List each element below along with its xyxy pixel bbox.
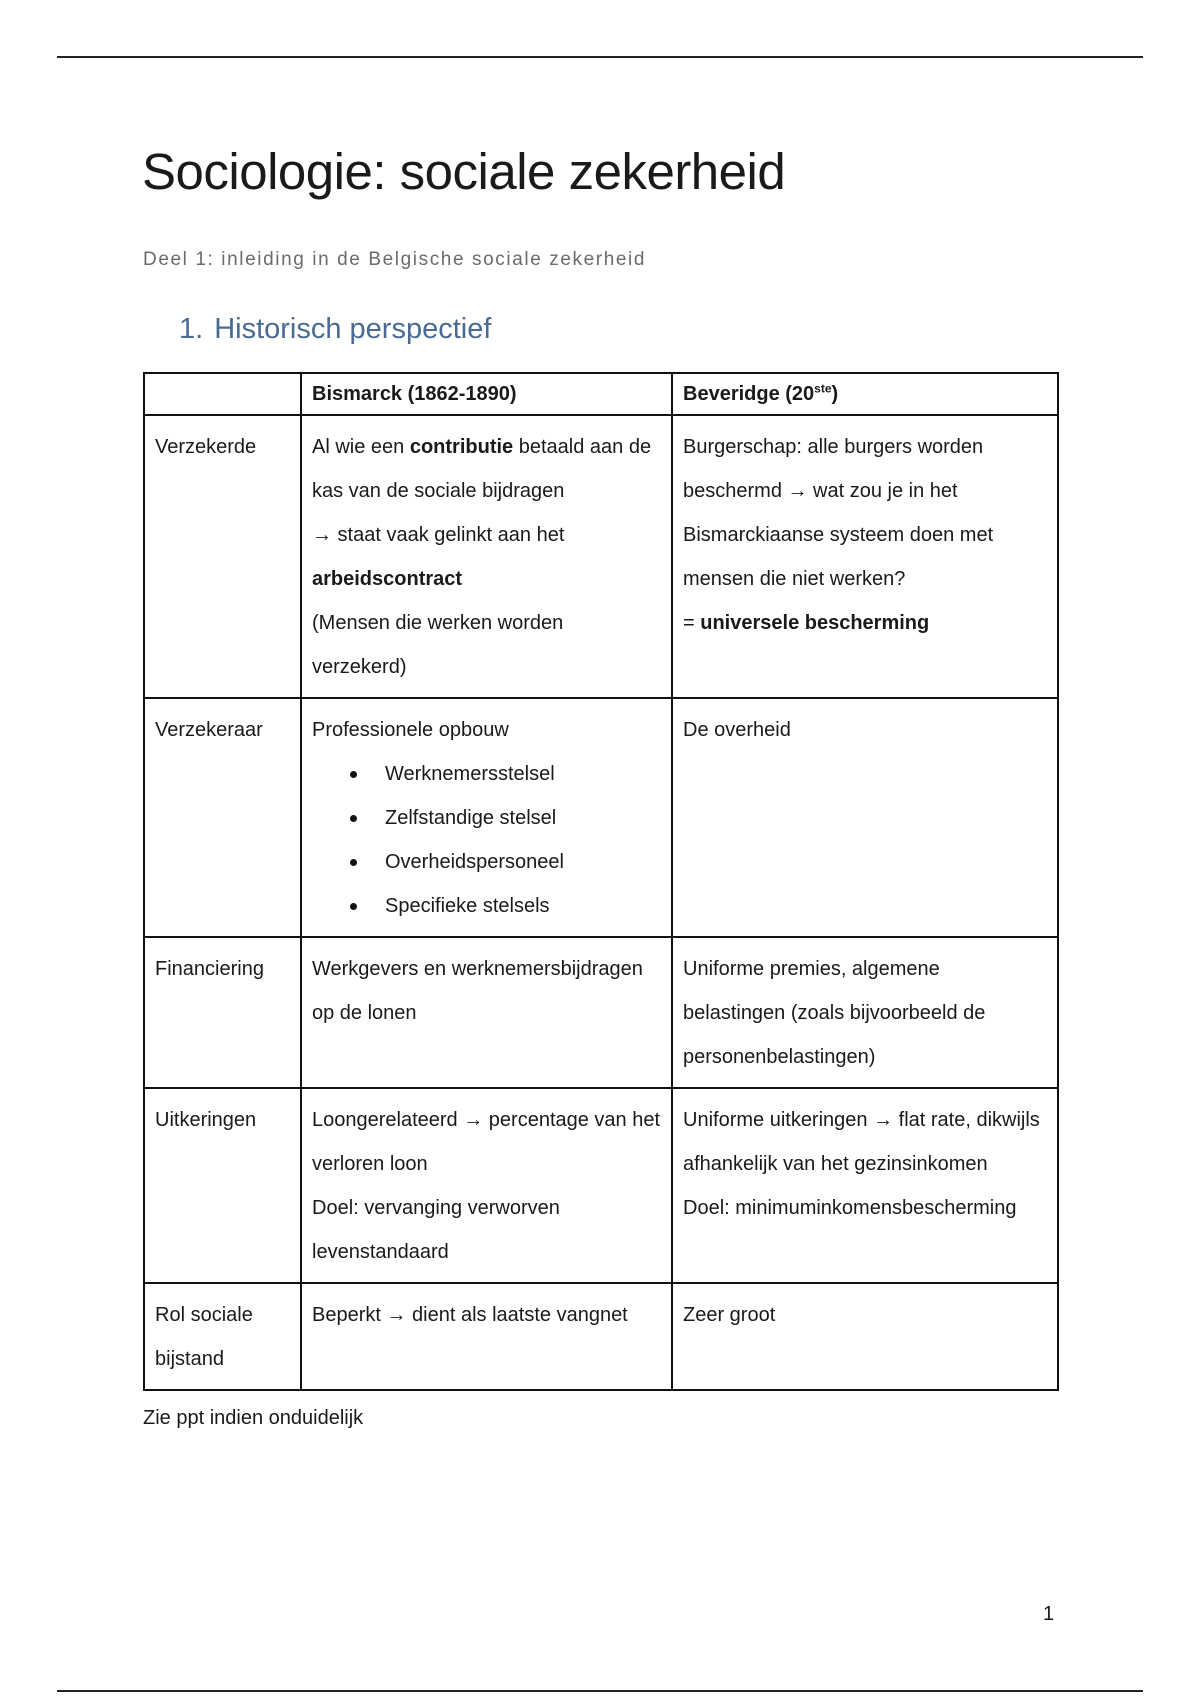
cell-bismarck-uitkeringen (301, 1088, 672, 1283)
row-label-verzekerde: Verzekerde (144, 415, 301, 698)
cell-bismarck-verzekerde (301, 415, 672, 698)
header-beveridge (672, 373, 1058, 415)
list-item: Werknemersstelsel (385, 752, 661, 796)
cell-bismarck-financiering: Werkgevers en werknemersbijdragen op de lonen (301, 937, 672, 1088)
cell-paragraph: Burgerschap: alle burgers worden beschermd → wat zou je in het Bismarckiaanse systeem doen met mensen die niet werken? (683, 436, 994, 590)
list-item: Zelfstandige stelsel (385, 796, 661, 840)
cell-beveridge-bijstand: Zeer groot (672, 1283, 1058, 1390)
header-rule (57, 56, 1143, 58)
comparison-table (143, 372, 1059, 1391)
bold-term-arbeidscontract: arbeidscontract (312, 568, 463, 590)
cell-paragraph: Loongerelateerd → percentage van het verloren loon (312, 1109, 661, 1175)
cell-paragraph: Doel: minimuminkomensbescherming (683, 1197, 1017, 1219)
row-label-bijstand: Rol sociale bijstand (144, 1283, 301, 1390)
cell-paragraph: Doel: vervanging verworven levenstandaard (312, 1197, 560, 1263)
section-number: 1. (179, 313, 204, 345)
table-row (144, 698, 1058, 937)
cell-beveridge-financiering: Uniforme premies, algemene belastingen (zoals bijvoorbeeld de personenbelastingen) (672, 937, 1058, 1088)
cell-beveridge-verzekerde (672, 415, 1058, 698)
text-run: betaald aan de kas van de sociale bijdragen (312, 436, 652, 502)
row-label-uitkeringen: Uitkeringen (144, 1088, 301, 1283)
cell-paragraph: (Mensen die werken worden verzekerd) (312, 612, 564, 678)
document-title: Sociologie: sociale zekerheid (142, 143, 786, 200)
row-label-verzekeraar: Verzekeraar (144, 698, 301, 937)
cell-paragraph (312, 425, 661, 513)
cell-paragraph (312, 513, 661, 601)
footnote-text: Zie ppt indien onduidelijk (143, 1407, 364, 1429)
footer-rule (57, 1690, 1143, 1692)
cell-paragraph (683, 601, 1047, 645)
section-title: Historisch perspectief (214, 313, 492, 345)
header-empty-cell (144, 373, 301, 415)
text-run: → staat vaak gelinkt aan het (312, 524, 565, 546)
text-run: = (683, 612, 701, 634)
row-label-financiering: Financiering (144, 937, 301, 1088)
section-heading (179, 313, 491, 346)
list-item: Overheidspersoneel (385, 840, 661, 884)
table-row (144, 1088, 1058, 1283)
cell-paragraph: Professionele opbouw (312, 719, 509, 741)
list-item: Specifieke stelsels (385, 884, 661, 928)
text-run: Al wie een (312, 436, 410, 458)
header-beveridge-sup: ste (814, 381, 832, 396)
header-beveridge-text: Beveridge (20 (683, 383, 815, 405)
table-header-row (144, 373, 1058, 415)
stelsel-list (312, 752, 661, 928)
document-subtitle: Deel 1: inleiding in de Belgische sociale zekerheid (143, 249, 647, 270)
cell-beveridge-uitkeringen (672, 1088, 1058, 1283)
table-row (144, 415, 1058, 698)
table-row (144, 1283, 1058, 1390)
cell-paragraph: Uniforme uitkeringen → flat rate, dikwijls afhankelijk van het gezinsinkomen (683, 1109, 1040, 1175)
cell-beveridge-verzekeraar: De overheid (672, 698, 1058, 937)
bold-term-contributie: contributie (409, 436, 514, 458)
header-beveridge-close: ) (831, 383, 839, 405)
table-row (144, 937, 1058, 1088)
cell-bismarck-verzekeraar (301, 698, 672, 937)
bold-term-universele-bescherming: universele bescherming (700, 612, 930, 634)
page-number: 1 (1043, 1603, 1055, 1625)
header-bismarck: Bismarck (1862-1890) (301, 373, 672, 415)
cell-bismarck-bijstand: Beperkt → dient als laatste vangnet (301, 1283, 672, 1390)
